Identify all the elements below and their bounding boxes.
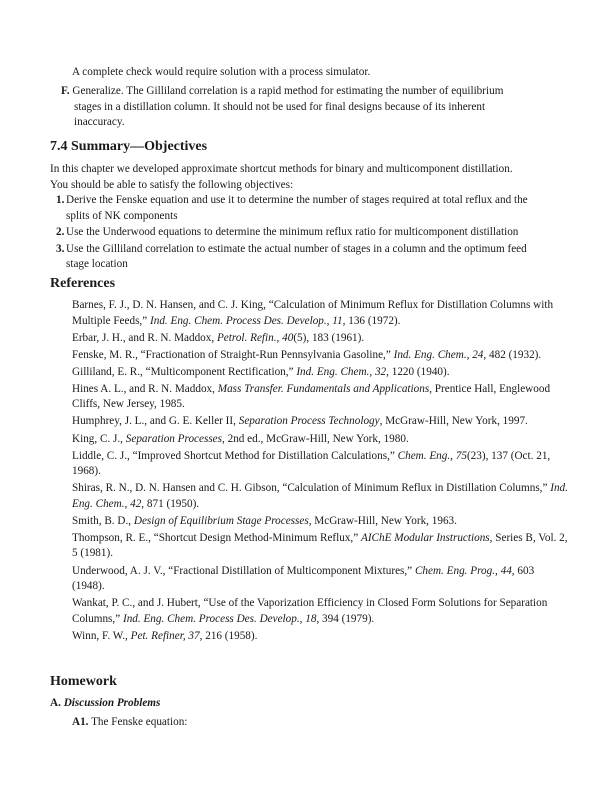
section-heading-homework: Homework: [50, 674, 117, 689]
item-text-line: stages in a distillation column. It should not be used for final designs because of its inherent: [74, 100, 486, 113]
item-text-line: inaccuracy.: [74, 116, 125, 128]
ref-journal: Ind. Eng. Chem., 32: [296, 365, 387, 378]
subsection-label: A.: [50, 697, 61, 709]
ref-journal: Chem. Eng. Prog., 44,: [414, 564, 515, 577]
ref-text: 603 (1948).: [72, 564, 535, 593]
problem-a1: [72, 716, 187, 728]
ref-journal: Petrol. Refin., 40: [216, 331, 294, 344]
ref-text: Thompson, R. E., “Shortcut Design Method-Minimum Reflux,”: [72, 531, 361, 544]
reference-item: [72, 382, 568, 413]
ref-text: Underwood, A. J. V., “Fractional Distillation of Multicomponent Mixtures,”: [72, 564, 415, 577]
objective-number: 2.: [56, 226, 65, 238]
ref-text: , 871 (1950).: [141, 497, 200, 510]
ref-text: Shiras, R. N., D. N. Hansen and C. H. Gibson, “Calculation of Minimum Reflux in Distillation Columns,”: [72, 482, 551, 495]
ref-text: , 482 (1932).: [483, 348, 542, 361]
ref-journal: Ind. Eng. Chem., 42: [72, 482, 568, 510]
section-heading-references: References: [50, 276, 116, 291]
objective-text: splits of NK components: [66, 209, 178, 222]
objectives-list: [50, 193, 570, 274]
ref-journal: Separation Process Technology: [238, 415, 380, 428]
ref-text: Hines A. L., and R. N. Maddox,: [72, 382, 218, 395]
ref-text: King, C. J.,: [72, 432, 126, 445]
objective-number: 3.: [56, 242, 65, 255]
ref-journal: AIChE Modular Instructions: [361, 531, 490, 544]
item-text-line: Generalize. The Gilliland correlation is a rapid method for estimating the number of equilibrium: [72, 85, 504, 97]
ref-text: , McGraw-Hill, New York, 1963.: [308, 514, 457, 527]
ref-text: Barnes, F. J., D. N. Hansen, and C. J. King, “Calculation of Minimum Reflux for Distillation Columns with Multiple Feeds,”: [72, 299, 554, 327]
ref-text: Smith, B. D.,: [72, 514, 134, 527]
objective-text: Use the Underwood equations to determine the minimum reflux ratio for multicomponent distillation: [66, 226, 519, 238]
ref-text: (23), 137 (Oct. 21, 1968).: [72, 449, 551, 478]
ref-text: , 1220 (1940).: [386, 365, 450, 378]
reference-item: [72, 449, 568, 480]
ref-text: Humphrey, J. L., and G. E. Keller II,: [72, 415, 239, 428]
ref-text: , Series B, Vol. 2, 5 (1981).: [72, 531, 568, 560]
objective-item: [50, 225, 570, 241]
ref-journal: Ind. Eng. Chem., 24: [393, 348, 484, 361]
ref-journal: Design of Equilibrium Stage Processes: [133, 514, 309, 527]
reference-item: [72, 481, 568, 512]
ref-text: , 2nd ed., McGraw-Hill, New York, 1980.: [222, 432, 409, 445]
section-heading-summary: 7.4 Summary—Objectives: [50, 139, 208, 154]
ref-journal: Mass Transfer. Fundamentals and Applications: [217, 382, 430, 395]
reference-item: [72, 331, 568, 347]
reference-item: [72, 365, 568, 381]
objective-text: Derive the Fenske equation and use it to determine the number of stages required at total reflux and the: [66, 194, 528, 206]
subsection-title: Discussion Problems: [63, 697, 161, 709]
ref-text: Liddle, C. J., “Improved Shortcut Method for Distillation Calculations,”: [72, 449, 398, 462]
ref-text: Gilliland, E. R., “Multicomponent Rectification,”: [72, 365, 297, 378]
reference-item: [72, 531, 568, 562]
ref-journal: Chem. Eng., 75: [397, 449, 467, 462]
objective-text: Use the Gilliland correlation to estimate the actual number of stages in a column and the optimum feed: [66, 242, 527, 255]
list-item-f: [61, 84, 561, 131]
ref-journal: Ind. Eng. Chem. Process Des. Develop., 18: [122, 612, 317, 625]
reference-item: [72, 629, 568, 645]
objective-text: stage location: [66, 258, 128, 270]
reference-item: [72, 596, 568, 627]
item-label: F.: [61, 85, 70, 97]
ref-text: Fenske, M. R., “Fractionation of Straight-Run Pennsylvania Gasoline,”: [72, 348, 394, 361]
intro-line: In this chapter we developed approximate shortcut methods for binary and multicomponent distillation.: [50, 163, 513, 175]
references-list: [72, 298, 568, 646]
objective-item: [50, 193, 570, 224]
ref-journal: Separation Processes: [125, 432, 222, 445]
ref-journal: Ind. Eng. Chem. Process Des. Develop., 11: [150, 314, 343, 327]
ref-text: Winn, F. W.,: [72, 629, 131, 642]
ref-text: , 394 (1979).: [316, 612, 375, 625]
reference-item: [72, 348, 568, 364]
reference-item: [72, 564, 568, 595]
reference-item: [72, 414, 568, 430]
summary-intro: [50, 162, 570, 193]
ref-text: , McGraw-Hill, New York, 1997.: [379, 415, 528, 428]
reference-item: [72, 298, 568, 329]
problem-text: The Fenske equation:: [91, 716, 188, 728]
objective-item: [50, 242, 570, 273]
objective-number: 1.: [56, 194, 65, 206]
ref-text: , 136 (1972).: [342, 314, 401, 327]
paragraph-simulator-check: A complete check would require solution with a process simulator.: [72, 66, 371, 78]
ref-text: (5), 183 (1961).: [293, 331, 365, 344]
intro-line: You should be able to satisfy the following objectives:: [50, 178, 294, 191]
ref-text: Erbar, J. H., and R. N. Maddox,: [72, 331, 217, 344]
reference-item: [72, 514, 568, 530]
ref-text: , 216 (1958).: [199, 629, 258, 642]
ref-text: Wankat, P. C., and J. Hubert, “Use of the Vaporization Efficiency in Closed Form Solutions for Separation Columns,”: [72, 597, 548, 625]
reference-item: [72, 432, 568, 448]
homework-subsection: [50, 697, 160, 709]
ref-journal: Pet. Refiner, 37: [130, 629, 200, 642]
ref-text: , Prentice Hall, Englewood Cliffs, New Jersey, 1985.: [72, 382, 551, 411]
problem-label: A1.: [72, 716, 89, 728]
